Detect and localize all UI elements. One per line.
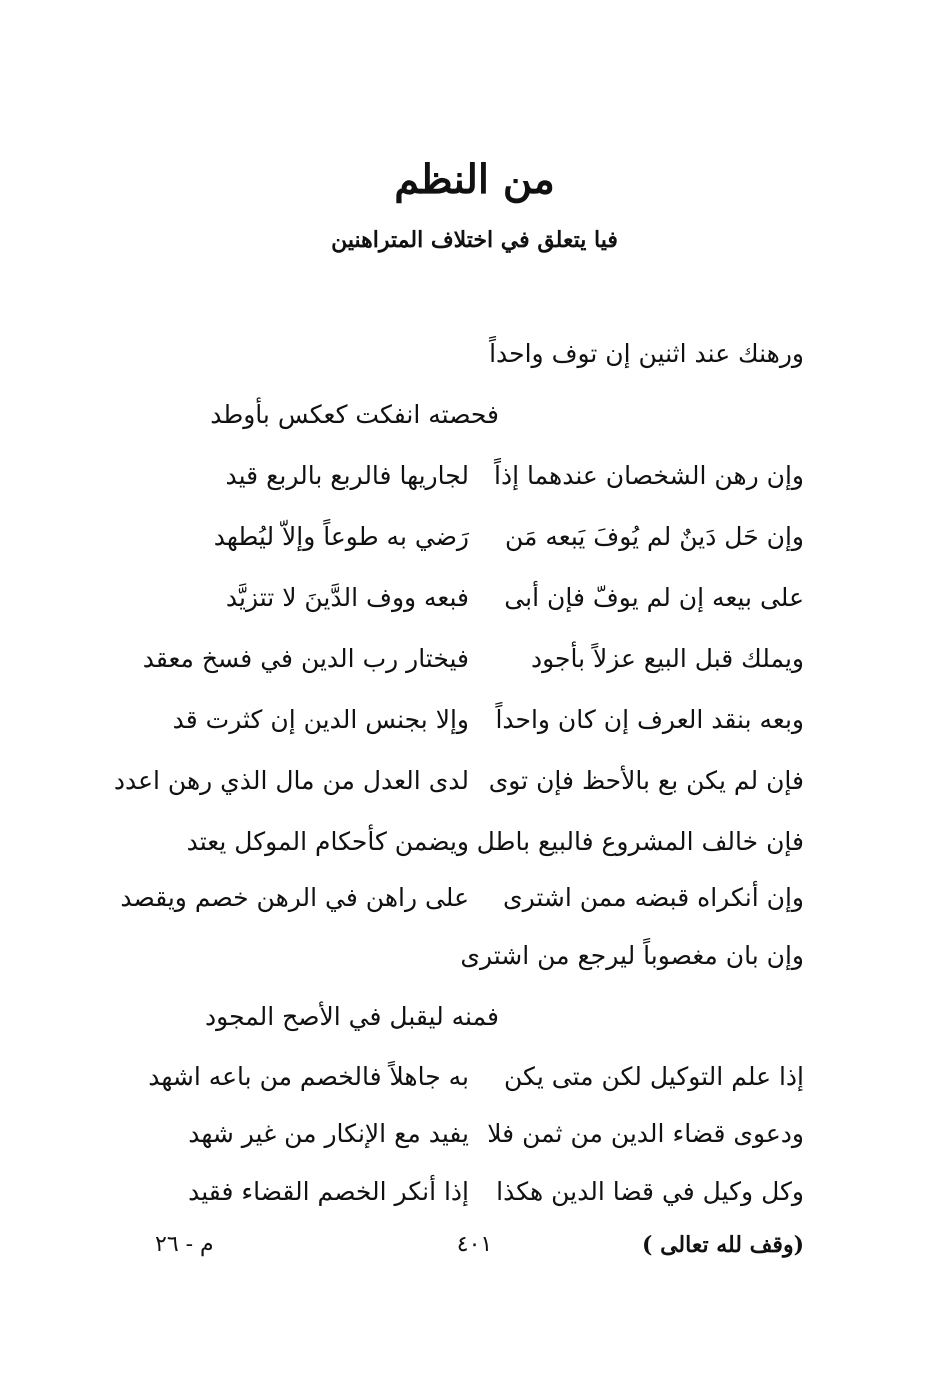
verse-hemistich-right: ويملك قبل البيع عزلاً بأجود	[530, 644, 804, 673]
page-number: ٤٠١	[456, 1232, 493, 1257]
verse-line: ورهنك عند اثنين إن توف واحداً	[489, 339, 804, 368]
verse-line: فحصته انفكت كعكس بأوطد	[210, 400, 499, 429]
verse-hemistich-right: وإن حَل دَينٌ لم يُوفَ يَبعه مَن	[505, 522, 804, 551]
verse-hemistich-left: يفيد مع الإنكار من غير شهد	[188, 1119, 469, 1148]
verse-hemistich-left: فيختار رب الدين في فسخ معقد	[142, 644, 469, 673]
catchword: (وقف لله تعالى )	[642, 1232, 804, 1258]
page-subtitle: فيا يتعلق في اختلاف المتراهنين	[331, 227, 618, 253]
verse-hemistich-left: به جاهلاً فالخصم من باعه اشهد	[148, 1062, 469, 1091]
verse-hemistich-left: فبعه ووف الدَّينَ لا تتزيَّد	[225, 583, 469, 612]
verse-hemistich-left: لدى العدل من مال الذي رهن اعدد	[113, 766, 469, 795]
verse-hemistich-right: وإن رهن الشخصان عندهما إذاً	[494, 461, 804, 490]
verse-hemistich-left: إذا أنكر الخصم القضاء فقيد	[188, 1177, 469, 1206]
verse-hemistich-left: رَضي به طوعاً وإلاّ ليُطهد	[213, 522, 469, 551]
verse-hemistich-right: ودعوى قضاء الدين من ثمن فلا	[487, 1119, 804, 1148]
verse-hemistich-left: على راهن في الرهن خصم ويقصد	[120, 883, 469, 912]
verse-hemistich-left: لجاريها فالربع بالربع قيد	[225, 461, 469, 490]
verse-hemistich-right: فإن خالف المشروع فالبيع باطل	[476, 827, 804, 856]
verse-hemistich-right: وإن أنكراه قبضه ممن اشترى	[503, 883, 804, 912]
verse-line: وإن بان مغصوباً ليرجع من اشترى	[460, 941, 804, 970]
page-title: من النظم	[394, 156, 555, 203]
verse-line: فمنه ليقبل في الأصح المجود	[205, 1002, 499, 1031]
verse-hemistich-left: ويضمن كأحكام الموكل يعتد	[186, 827, 469, 856]
signature-mark: م - ٢٦	[155, 1232, 214, 1257]
verse-hemistich-right: على بيعه إن لم يوفّ فإن أبى	[504, 583, 804, 612]
verse-hemistich-left: وإلا بجنس الدين إن كثرت قد	[172, 705, 469, 734]
verse-hemistich-right: وبعه بنقد العرف إن كان واحداً	[495, 705, 804, 734]
verse-hemistich-right: فإن لم يكن بع بالأحظ فإن توى	[488, 766, 804, 795]
verse-hemistich-right: إذا علم التوكيل لكن متى يكن	[503, 1062, 804, 1091]
verse-hemistich-right: وكل وكيل في قضا الدين هكذا	[496, 1177, 804, 1206]
